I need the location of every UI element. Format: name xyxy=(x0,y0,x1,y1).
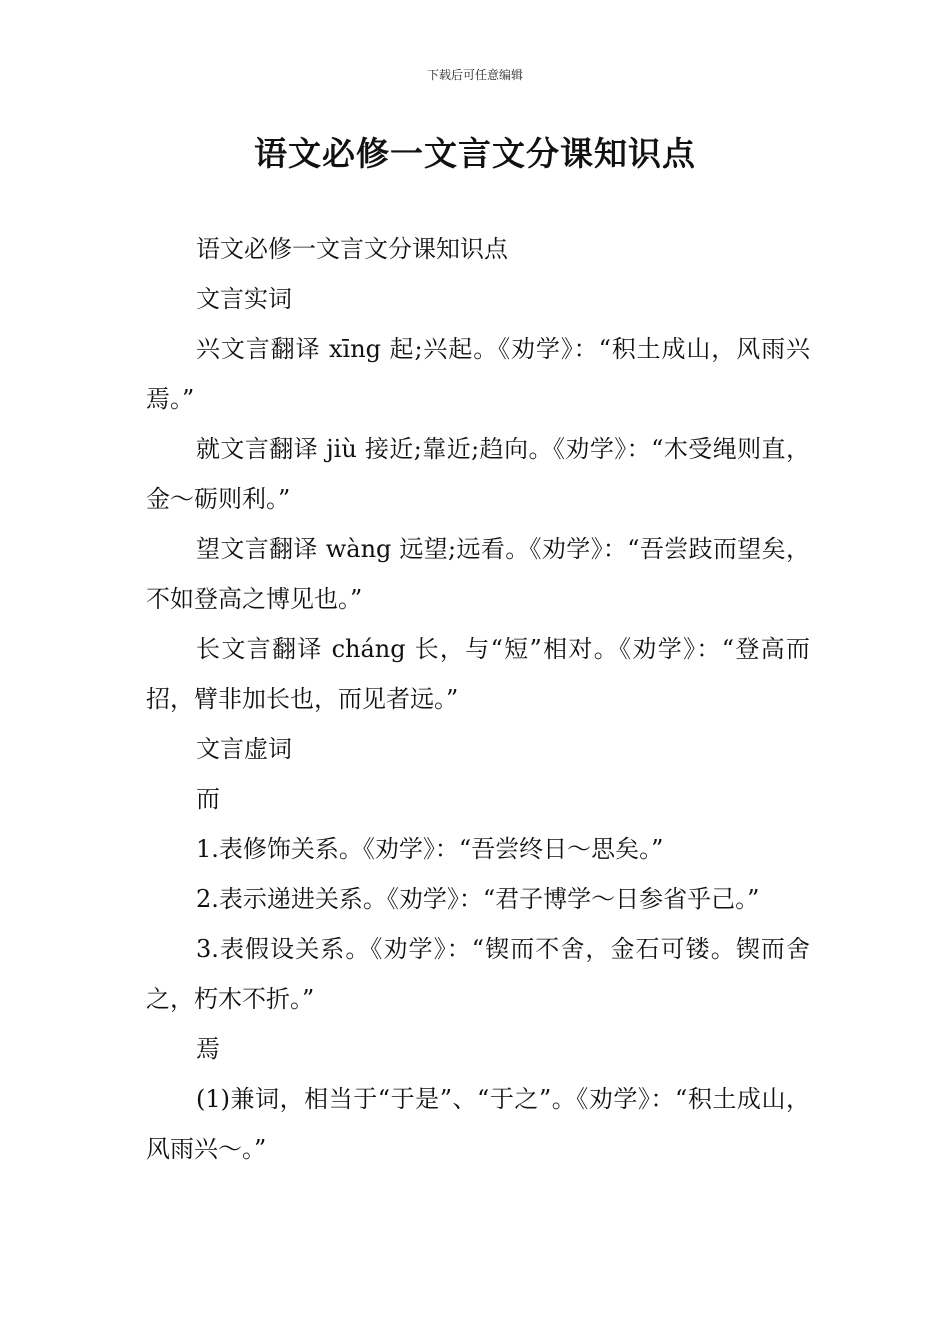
paragraph-jiu: 就文言翻译 jiù 接近;靠近;趋向。《劝学》：“木受绳则直，金～砺则利。” xyxy=(146,435,810,513)
paragraph-chang: 长文言翻译 cháng 长，与“短”相对。《劝学》：“登高而招，臂非加长也，而见者远。” xyxy=(146,635,810,713)
section-heading-function-words: 文言虚词 xyxy=(196,735,292,763)
document-title: 语文必修一文言文分课知识点 xyxy=(254,134,696,173)
list-item-er-1: 1.表修饰关系。《劝学》：“吾尝终日～思矣。” xyxy=(196,835,664,863)
section-heading-content-words: 文言实词 xyxy=(196,285,292,313)
list-item-er-3: 3.表假设关系。《劝学》：“锲而不舍，金石可镂。锲而舍之，朽木不折。” xyxy=(146,935,810,1013)
subheading-er: 而 xyxy=(196,785,220,813)
header-note: 下载后可任意编辑 xyxy=(426,68,523,82)
list-item-er-2: 2.表示递进关系。《劝学》：“君子博学～日参省乎己。” xyxy=(196,885,760,913)
paragraph-subtitle: 语文必修一文言文分课知识点 xyxy=(196,235,508,263)
document-body xyxy=(146,224,810,1174)
paragraph-xing: 兴文言翻译 xīng 起;兴起。《劝学》：“积土成山，风雨兴焉。” xyxy=(146,335,810,413)
subheading-yan: 焉 xyxy=(196,1035,220,1063)
paragraph-wang: 望文言翻译 wàng 远望;远看。《劝学》：“吾尝跂而望矣，不如登高之博见也。” xyxy=(146,535,810,613)
list-item-yan-1: (1)兼词，相当于“于是”、“于之”。《劝学》：“积土成山，风雨兴～。” xyxy=(146,1085,810,1163)
